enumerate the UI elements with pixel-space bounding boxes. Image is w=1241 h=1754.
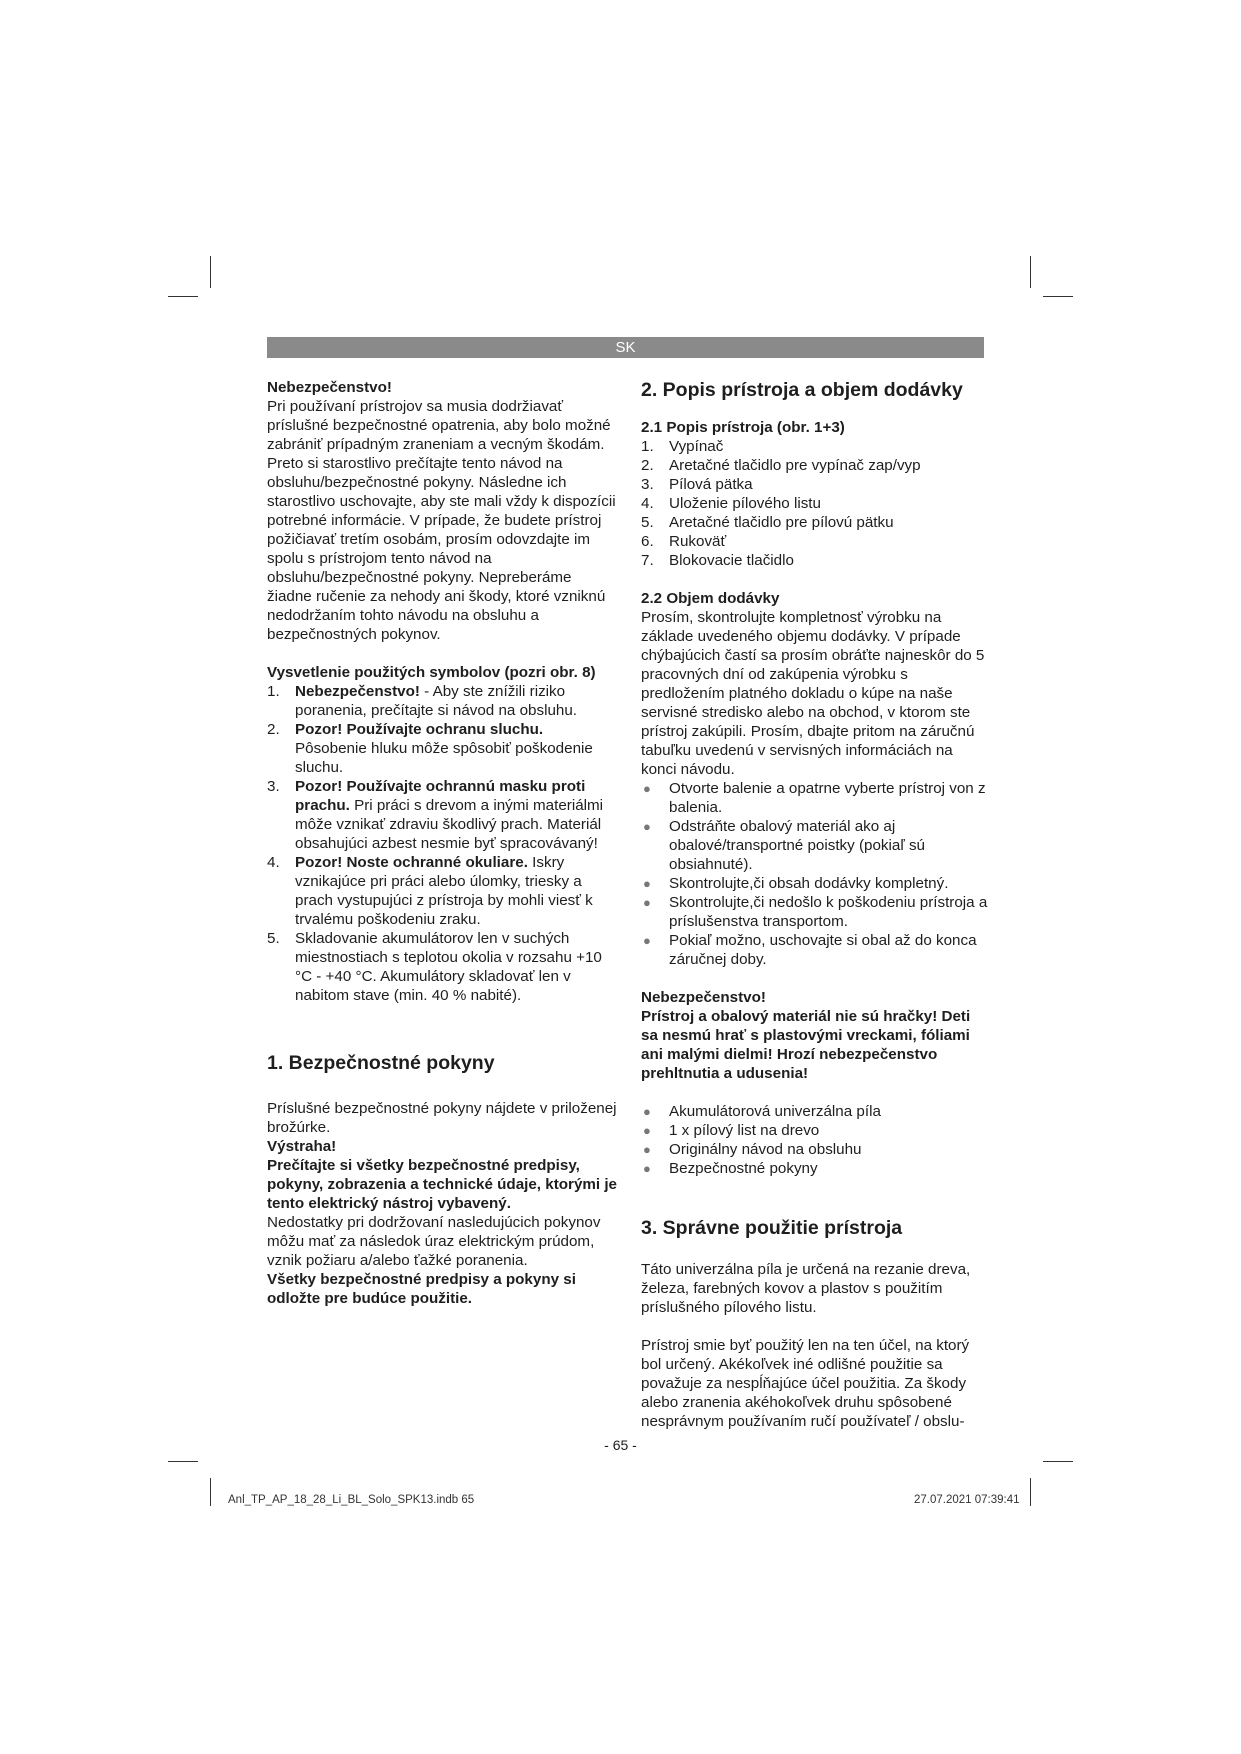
crop-mark — [210, 256, 211, 288]
crop-mark — [168, 296, 198, 297]
unpacking-list — [641, 779, 989, 969]
delivery-contents-list — [641, 1102, 989, 1178]
language-header-bar — [267, 337, 984, 358]
language-label: SK — [615, 339, 636, 356]
section-3-paragraph-1: Táto univerzálna píla je určená na rezanie dreva, železa, farebných kovov a plastov s použitím príslušného pílového listu. — [641, 1261, 971, 1316]
right-column — [641, 378, 989, 1431]
parts-list — [641, 437, 989, 570]
list-item: 2. Aretačné tlačidlo pre vypínač zap/vyp — [641, 457, 921, 474]
page-number: - 65 - — [604, 1437, 637, 1453]
list-item: 4. Uloženie pílového listu — [641, 495, 821, 512]
danger-paragraph: Pri používaní prístrojov sa musia dodržiavať príslušné bezpečnostné opatrenia, aby bolo možné zabrániť prípadným zraneniam a vecným škodám. Preto si starostlivo prečítajte tento návod na obsluhu/bezpečnostné pokyny. Následne ich starostlivo uschovajte, aby ste mali vždy k dispozícii potrebné informácie. V prípade, že budete prístroj požičiavať tretím osobám, prosím odovzdajte im spolu s prístrojom tento návod na obsluhu/bezpečnostné pokyny. Nepreberáme žiadne ručenie za nehody ani škody, ktoré vzniknú nedodržaním tohto návodu na obsluhu a bezpečnostných pokynov. — [267, 398, 616, 643]
crop-mark — [1030, 1478, 1031, 1506]
section-1-title: 1. Bezpečnostné pokyny — [267, 1052, 495, 1074]
section-3-paragraph-2: Prístroj smie byť použitý len na ten účel, na ktorý bol určený. Akékoľvek iné odlišné použitie sa považuje za nespĺňajúce účel použitia. Za škody alebo zranenia akéhokoľvek druhu spôsobené nesprávnym používaním ručí používateľ / obslu- — [641, 1337, 970, 1430]
list-item: 7. Blokovacie tlačidlo — [641, 552, 794, 569]
list-item: ● Otvorte balenie a opatrne vyberte prístroj von z balenia. — [643, 780, 986, 816]
list-item: ● Akumulátorová univerzálna píla — [643, 1103, 881, 1120]
list-item: 5. Aretačné tlačidlo pre pílovú pätku — [641, 514, 894, 531]
crop-mark — [1043, 296, 1073, 297]
list-item: ● Bezpečnostné pokyny — [643, 1160, 818, 1177]
crop-mark — [168, 1461, 198, 1462]
list-item: ● Originálny návod na obsluhu — [643, 1141, 862, 1158]
warning-paragraph: Nedostatky pri dodržovaní nasledujúcich pokynov môžu mať za následok úraz elektrickým prúdom, vznik požiaru a/alebo ťažké poranenia. — [267, 1214, 601, 1269]
section-2-1-title: 2.1 Popis prístroja (obr. 1+3) — [641, 419, 845, 436]
list-item: 3. Pílová pätka — [641, 476, 753, 493]
section-2-2-text: Prosím, skontrolujte kompletnosť výrobku na základe uvedeného objemu dodávky. V prípade chýbajúcich častí sa prosím obráťte najneskôr do 5 pracovných dní od zakúpenia výrobku s predložením platného dokladu o kúpe na naše servisné stredisko alebo na obchod, v ktorom ste prístroj zakúpili. Prosím, dbajte pritom na záručnú tabuľku uvedenú v servisných informáciách na konci návodu. — [641, 609, 985, 778]
list-item: 5. Skladovanie akumulátorov len v suchých miestnostiach s teplotou okolia v rozsahu +10 °C - +40 °C. Akumulátory skladovať len v nabitom stave (min. 40 % nabité). — [267, 930, 602, 1004]
file-slug: Anl_TP_AP_18_28_Li_BL_Solo_SPK13.indb 65 — [228, 1494, 475, 1506]
crop-mark — [1043, 1461, 1073, 1462]
symbols-heading: Vysvetlenie použitých symbolov (pozri obr. 8) — [267, 664, 596, 681]
list-item: 3. Pozor! Používajte ochrannú masku proti prachu. Pri práci s drevom a inými materiálmi môže vznikať zdraviu škodlivý prach. Materiál obsahujúci azbest nesmie byť spracovávaný! — [267, 778, 604, 852]
warning-bold-text: Prečítajte si všetky bezpečnostné predpisy, pokyny, zobrazenia a technické údaje, ktorými je tento elektrický nástroj vybavený. — [267, 1157, 617, 1212]
list-item: 4. Pozor! Noste ochranné okuliare. Iskry vznikajúce pri práci alebo úlomky, triesky a prach vystupujúci z prístroja by mohli viesť k trvalému poškodeniu zraku. — [267, 854, 593, 928]
danger-heading: Nebezpečenstvo! — [267, 379, 392, 396]
list-item: 6. Rukoväť — [641, 533, 727, 550]
keep-instructions-text: Všetky bezpečnostné predpisy a pokyny si odložte pre budúce použitie. — [267, 1271, 576, 1307]
list-item: ● Odstráňte obalový materiál ako aj obalové/transportné poistky (pokiaľ sú obsiahnuté). — [643, 818, 926, 873]
danger-bold-text: Prístroj a obalový materiál nie sú hračky! Deti sa nesmú hrať s plastovými vreckami, fóliami ani malými dielmi! Hrozí nebezpečenstvo prehltnutia a udusenia! — [641, 1008, 971, 1082]
warning-heading: Výstraha! — [267, 1138, 337, 1155]
section-3-title: 3. Správne použitie prístroja — [641, 1217, 903, 1239]
list-item: 2. Pozor! Používajte ochranu sluchu. Pôsobenie hluku môže spôsobiť poškodenie sluchu. — [267, 721, 593, 776]
symbols-list — [267, 682, 619, 1005]
crop-mark — [210, 1478, 211, 1506]
section-2-title: 2. Popis prístroja a objem dodávky — [641, 379, 963, 401]
list-item: ● Pokiaľ možno, uschovajte si obal až do konca záručnej doby. — [643, 932, 977, 968]
list-item: 1. Vypínač — [641, 438, 724, 455]
list-item: 1. Nebezpečenstvo! - Aby ste znížili riziko poranenia, prečítajte si návod na obsluhu. — [267, 683, 578, 719]
crop-mark — [1030, 256, 1031, 288]
section-1-intro: Príslušné bezpečnostné pokyny nájdete v priloženej brožúrke. — [267, 1100, 617, 1136]
list-item: ● Skontrolujte,či nedošlo k poškodeniu prístroja a príslušenstva transportom. — [643, 894, 988, 930]
list-item: ● Skontrolujte,či obsah dodávky kompletný. — [643, 875, 949, 892]
left-column — [267, 378, 619, 1308]
print-timestamp: 27.07.2021 07:39:41 — [914, 1494, 1020, 1506]
section-2-2-title: 2.2 Objem dodávky — [641, 590, 780, 607]
list-item: ● 1 x pílový list na drevo — [643, 1122, 820, 1139]
danger-heading-right: Nebezpečenstvo! — [641, 989, 766, 1006]
